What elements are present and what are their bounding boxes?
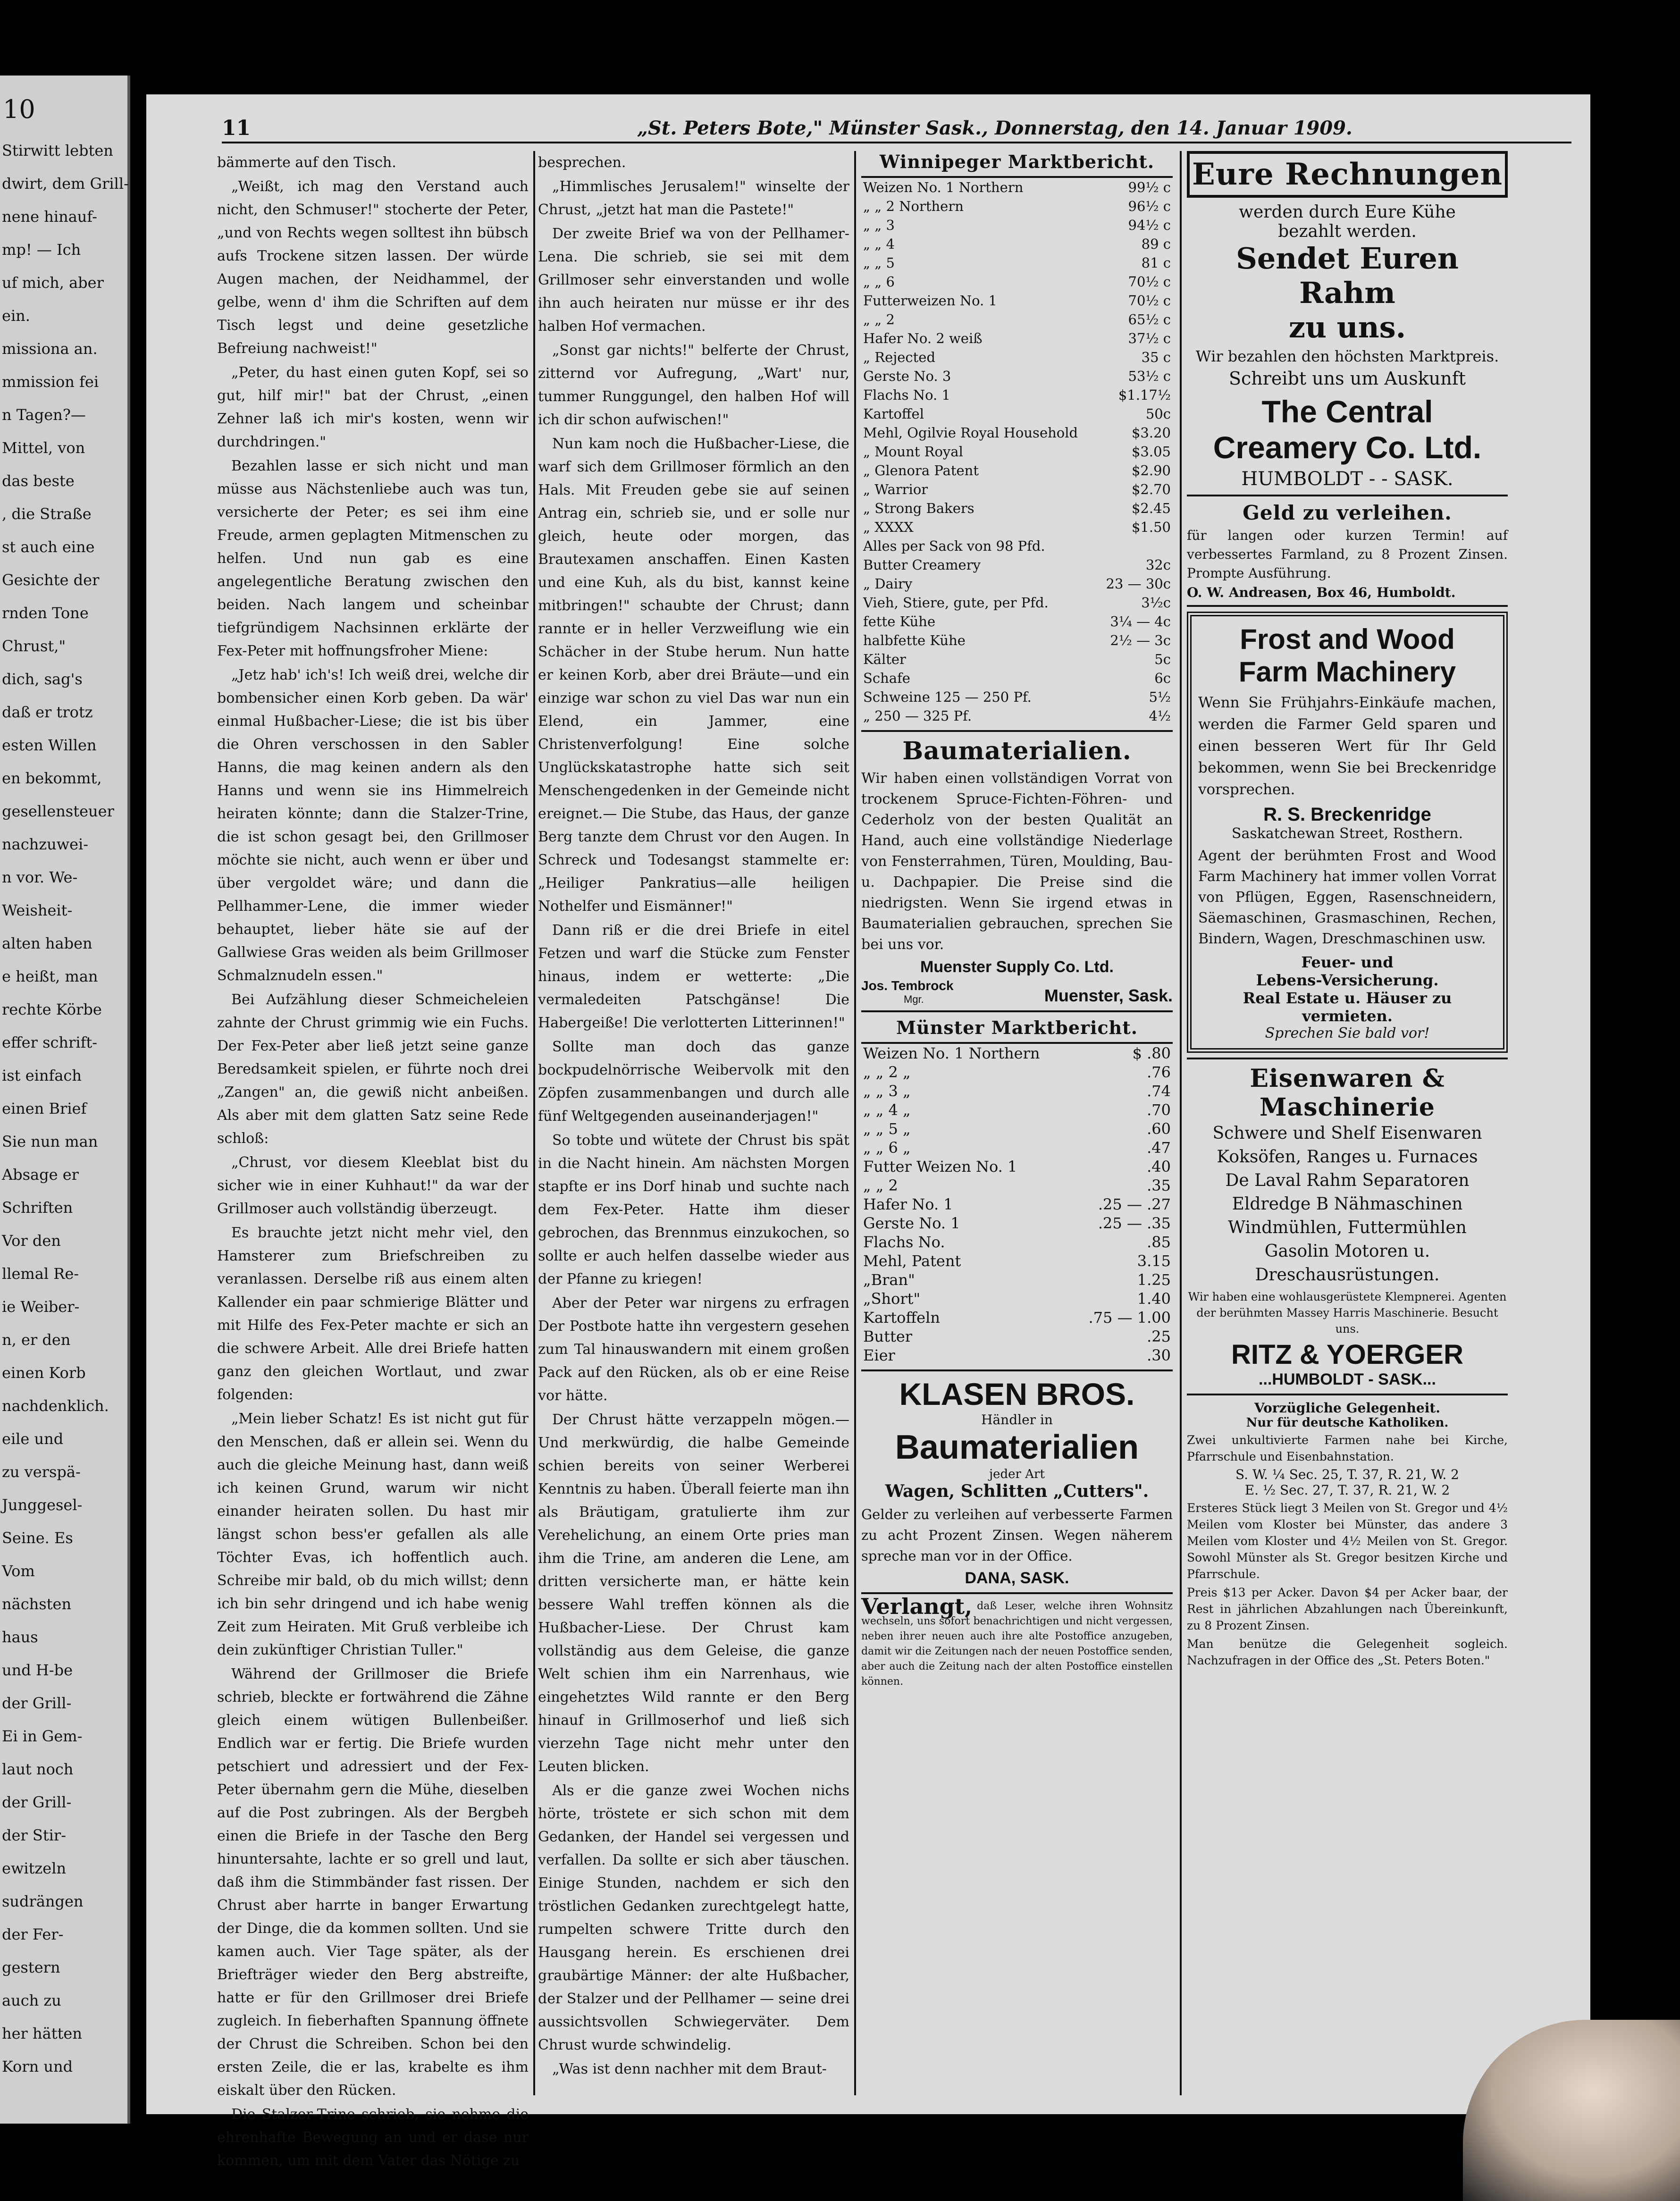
- gelegenheit-title: Vorzügliche Gelegenheit.: [1254, 1400, 1441, 1416]
- market-row: [861, 1157, 1173, 1176]
- previous-page-fragment: Weisheit-: [2, 901, 73, 919]
- frost-title2: Farm Machinery: [1238, 656, 1456, 688]
- creamery-big: Sendet Euren Rahm: [1236, 241, 1459, 310]
- market-price: $2.70: [1131, 481, 1171, 497]
- market-item: Mehl, Ogilvie Royal Household: [863, 425, 1078, 441]
- market-price: $2.45: [1131, 500, 1171, 516]
- market-price: .35: [1147, 1176, 1171, 1194]
- market-row: [861, 216, 1173, 235]
- market-item: Futterweizen No. 1: [863, 293, 997, 309]
- previous-page-fragment: her hätten: [2, 2025, 82, 2042]
- winnipeg-table: [861, 178, 1173, 725]
- story-paragraph: Sollte man doch das ganze bockpudelnörrische Weibervolk mit den Zöpfen zusammenbangen und durch alle fünf Weltgegenden auseinanderjagen!": [538, 1039, 849, 1125]
- ritz-line: Eldredge B Nähmaschinen: [1232, 1194, 1463, 1214]
- market-row: [861, 1119, 1173, 1138]
- newspaper-page: [146, 94, 1590, 2169]
- previous-page-fragment: st auch eine: [2, 538, 95, 556]
- previous-page-fragment: der Stir-: [2, 1826, 67, 1844]
- story-paragraph: besprechen.: [538, 154, 626, 171]
- previous-page-fragment: zu verspä-: [2, 1463, 81, 1481]
- previous-page-fragment: Ei in Gem-: [2, 1727, 83, 1745]
- verlangt-notice: [861, 1594, 1173, 1689]
- market-row: [861, 235, 1173, 253]
- story-paragraph: Die Stalzer-Trine schrieb, sie nehme die ehrenhafte Bewegung an und er dase nur kommen, um mit dem Vater das Nötige zu: [217, 2106, 529, 2169]
- market-price: 3½c: [1141, 595, 1171, 611]
- market-price: 5½: [1149, 689, 1171, 705]
- ritz-company: RITZ & YOERGER: [1231, 1339, 1463, 1370]
- story-paragraph: bämmerte auf den Tisch.: [217, 154, 396, 171]
- previous-page-fragment: Vom: [2, 1562, 35, 1580]
- market-price: 89 c: [1141, 236, 1171, 252]
- story-paragraph: „Weißt, ich mag den Verstand auch nicht, den Schmuser!" stocherte der Peter, „und von Rechts wegen solltest ihn bübsch aufs Trockene sitzen lassen. Der würde Augen machen, der Neidhammel, der gelbe, wenn d' ihm die Schriften auf dem Tisch legst und deine gesetzliche Befreiung nachweist!": [217, 178, 529, 357]
- market-item: Vieh, Stiere, gute, per Pfd.: [863, 595, 1049, 611]
- previous-page-fragment: nächsten: [2, 1595, 72, 1613]
- page-header: [222, 113, 1571, 143]
- story-paragraph: Bezahlen lasse er sich nicht und man müsse aus Nächstenliebe auch was tun, versicherte der Peter; es sei ihm eine Freude, armen geplagten Mitmenschen zu helfen. Und nun gab es eine angelegentliche Beratung zwischen den beiden. Nach langem und scheinbar tiefgründigem Nachsinnen erklärte der Fex-Peter mit hoffnungsfroher Miene:: [217, 458, 529, 659]
- story-paragraph: Nun kam noch die Hußbacher-Liese, die warf sich dem Grillmoser förmlich an den Hals. Mit Freuden gebe sie auf seinen Antrag ein, schrieb sie, und er solle nur gleich, heute oder morgen, das Brautexamen anschaffen. Einen Kasten und eine Kuh, als du bist, kannst keine mitbringen!" schaubte der Chrust; dann rannte er in heller Verzweiflung wie ein Schächer in der Stube herum. Nun hatte er keinen Korb, aber drei Bräute—und ein einzige war schon zu viel Das war nun ein Elend, ein Jammer, eine Christenverfolgung! Eine solche Unglückskatastrophe hatte sich seit Menschengedenken in der Gemeinde nicht ereignet.— Die Stube, das Haus, der ganze Berg tanzte dem Chrust vor den Augen. In Schreck und Todesangst stammelte er: „Heiliger Pankratius—alle heiligen Nothelfer und Eismänner!": [538, 436, 849, 915]
- frost-line2: Lebens-Versicherung.: [1256, 971, 1439, 989]
- market-price: $2.90: [1131, 462, 1171, 479]
- market-row: [861, 499, 1173, 518]
- market-row: [861, 178, 1173, 197]
- market-row: [861, 593, 1173, 612]
- market-item: „ Warrior: [863, 481, 928, 497]
- market-price: 70½ c: [1128, 274, 1171, 290]
- previous-page-fragment: rnden Tone: [2, 604, 89, 622]
- market-item: „Short": [863, 1290, 921, 1308]
- market-item: Schweine 125 — 250 Pf.: [863, 689, 1032, 705]
- market-item: „ „ 5: [863, 255, 895, 271]
- previous-page-fragment: alten haben: [2, 934, 92, 952]
- supply-place: Muenster, Sask.: [1044, 986, 1173, 1005]
- market-price: 50c: [1145, 406, 1171, 422]
- creamery-company2: Creamery Co. Ltd.: [1213, 430, 1482, 465]
- market-price: 1.25: [1137, 1271, 1171, 1289]
- market-row: [861, 650, 1173, 669]
- market-item: Butter Creamery: [863, 557, 981, 573]
- baumaterialien-text: Wir haben einen vollständigen Vorrat von trockenem Spruce-Fichten-Föhren- und Cederholz von der besten Qualität an Hand, auch eine vollständige Niederlage von Fensterrahmen, Türen, Moulding, Bau- u. Dachpapier. Die Preise sind die niedrigsten. Wenn Sie irgend etwas in Baumaterialien gebrauchen, sprechen Sie bei uns vor.: [861, 770, 1173, 953]
- gelegenheit-text3: Preis $13 per Acker. Davon $4 per Acker baar, der Rest in jährlichen Abzahlungen nach Übereinkunft, zu 8 Prozent Zinsen.: [1187, 1586, 1508, 1632]
- previous-page-fragment: der Fer-: [2, 1925, 64, 1943]
- previous-page-fragment: n, er den: [2, 1331, 71, 1349]
- market-row: [861, 688, 1173, 706]
- market-price: 23 — 30c: [1106, 576, 1171, 592]
- previous-page-fragment: dwirt, dem Grill-: [2, 175, 129, 193]
- gelegenheit-loc2: E. ½ Sec. 27, T. 37, R. 21, W. 2: [1244, 1482, 1450, 1498]
- previous-page-fragment: und H-be: [2, 1661, 73, 1679]
- previous-page-fragment: n vor. We-: [2, 868, 78, 886]
- market-item: Hafer No. 2 weiß: [863, 330, 983, 346]
- ritz-place: ...HUMBOLDT - SASK...: [1259, 1370, 1436, 1388]
- previous-page-fragment: ewitzeln: [2, 1859, 67, 1877]
- story-paragraph: „Jetz hab' ich's! Ich weiß drei, welche dir bombensicher einen Korb geben. Da wär' einmal Hußbacher-Liese; die ist bis über die Ohren verschossen in den Sabler Hanns, die mag keinen andern als den Hanns und wenn sie ins Himmelreich heiraten könnte; dann die Stalzer-Trine, die ist schon gesagt bei, den Grillmoser möchte sie nicht, auch wenn er über und über vergoldet wäre; und dann die Pellhammer-Lene, die immer wieder behauptet, lieber häte sie auf der Gallwiese Gras weiden als beim Grillmoser Schmalznudeln essen.": [217, 667, 529, 984]
- previous-page-fragment: Schriften: [2, 1199, 73, 1217]
- market-item: Weizen No. 1 Northern: [863, 179, 1024, 195]
- previous-page-fragment: llemal Re-: [2, 1265, 79, 1283]
- klasen-place: DANA, SASK.: [965, 1569, 1069, 1587]
- ritz-line: Schwere und Shelf Eisenwaren: [1212, 1124, 1482, 1143]
- previous-page-fragment: , die Straße: [2, 505, 92, 523]
- market-row: [861, 367, 1173, 386]
- market-price: 32c: [1145, 557, 1171, 573]
- column-rule: [1180, 151, 1182, 2095]
- market-price: 6c: [1154, 670, 1171, 686]
- market-row: [861, 631, 1173, 650]
- previous-page-fragment: eile und: [2, 1430, 64, 1448]
- market-price: 3.15: [1137, 1252, 1171, 1270]
- market-item: „ „ 2: [863, 311, 895, 328]
- previous-page-fragment: Sie nun man: [2, 1133, 98, 1151]
- market-item: „ 250 — 325 Pf.: [863, 708, 972, 724]
- gelegenheit-sub: Nur für deutsche Katholiken.: [1246, 1416, 1449, 1430]
- previous-page-fragment: n Tagen?—: [2, 406, 86, 424]
- frost-line3: Real Estate u. Häuser zu vermieten.: [1243, 989, 1452, 1025]
- story-paragraph: Als er die ganze zwei Wochen nichs hörte, tröstete er sich schon mit dem Gedanken, der Handel sei vergessen und verfallen. Da sollte er sich aber täuschen. Einige Stunden, nachdem er sich den tröstlichen Gedanken zurechtgelegt hatte, rumpelten schwere Tritte durch den Hausgang herein. Es erschienen drei graubärtige Männer: der alte Hußbacher, der Stalzer und der Pellhamer — seine drei aussichtsvollen Schwiegerväter. Dem Chrust wurde schwindelig.: [538, 1782, 849, 2053]
- market-item: „ Strong Bakers: [863, 500, 974, 516]
- market-price: .60: [1147, 1120, 1171, 1138]
- previous-page-fragment: Vor den: [2, 1232, 61, 1250]
- market-row: [861, 669, 1173, 688]
- market-row: [861, 310, 1173, 329]
- creamery-line2: bezahlt werden.: [1278, 222, 1417, 241]
- market-row: [861, 1082, 1173, 1100]
- previous-page-fragment: mmission fei: [2, 373, 99, 391]
- story-column-1: [217, 151, 529, 2169]
- previous-page-fragment: daß er trotz: [2, 703, 93, 721]
- previous-page-fragment: Junggesel-: [2, 1496, 83, 1514]
- market-item: Kälter: [863, 651, 906, 667]
- market-item: Gerste No. 3: [863, 368, 951, 384]
- klasen-line: Wagen, Schlitten „Cutters".: [885, 1481, 1149, 1501]
- previous-page-fragment: der Grill-: [2, 1793, 72, 1811]
- market-price: 99½ c: [1128, 179, 1171, 195]
- story-paragraph: „Was ist denn nachher mit dem Braut-: [552, 2061, 827, 2077]
- frost-line4: Sprechen Sie bald vor!: [1265, 1025, 1430, 1042]
- market-price: .75 — 1.00: [1088, 1309, 1171, 1327]
- previous-page-fragment: der Grill-: [2, 1694, 72, 1712]
- ritz-line: Gasolin Motoren u. Dreschausrüstungen.: [1255, 1242, 1440, 1285]
- previous-page-fragment: uf mich, aber: [2, 274, 104, 292]
- muenster-table: [861, 1044, 1173, 1365]
- previous-page-edge: [0, 76, 130, 2124]
- manager-name: Jos. Tembrock: [861, 978, 954, 993]
- market-row: [861, 442, 1173, 461]
- market-item: Gerste No. 1: [863, 1214, 960, 1232]
- market-item: „ „ 4: [863, 236, 895, 252]
- market-row: [861, 348, 1173, 367]
- market-item: „ „ 4 „: [863, 1101, 911, 1119]
- gelegenheit-text2: Ersteres Stück liegt 3 Meilen von St. Gregor und 4½ Meilen vom Kloster bei Münster, das andere 3 Meilen vom Kloster und 4½ Meilen von St. Gregor. Sowohl Münster als St. Gregor besitzen Kirche und Pfarrschule.: [1187, 1501, 1508, 1581]
- previous-page-fragment: sudrängen: [2, 1892, 84, 1910]
- market-price: .85: [1147, 1233, 1171, 1251]
- creamery-line3: Wir bezahlen den höchsten Marktpreis.: [1195, 347, 1499, 365]
- market-price: .25 — .27: [1098, 1195, 1171, 1213]
- market-item: „ XXXX: [863, 519, 914, 535]
- market-row: [861, 706, 1173, 725]
- story-paragraph: Der Chrust hätte verzappeln mögen.— Und merkwürdig, die halbe Gemeinde schien bereits von seiner Werberei Kenntnis zu haben. Überall feierte man ihn als Bräutigam, gratulierte ihm zur Verehelichung, an einem Orte pries man ihm die Trine, am anderen die Lene, am dritten versicherte man, er hätte kein bessere Wahl treffen können als die Hußbacher-Liese. Der Chrust kam vollständig aus dem Geleise, die ganze Welt schien ihm ein Narrenhaus, wie eingehetztes Wild rannte er den Berg hinauf in Grillmoserhof und ließ sich vierzehn Tage nicht mehr unter den Leuten blicken.: [538, 1411, 849, 1775]
- market-row: [861, 1308, 1173, 1327]
- market-row: [861, 272, 1173, 291]
- previous-page-fragment: ie Weiber-: [2, 1298, 80, 1316]
- market-row: [861, 1063, 1173, 1082]
- market-price: .30: [1147, 1346, 1171, 1364]
- ritz-line: Windmühlen, Futtermühlen: [1228, 1218, 1467, 1237]
- frost-addr: Saskatchewan Street, Rosthern.: [1231, 825, 1463, 842]
- market-price: .25 — .35: [1098, 1214, 1171, 1232]
- manager-title: Mgr.: [904, 993, 924, 1005]
- previous-page-fragment: gesellensteuer: [2, 802, 114, 820]
- story-column-2: [538, 151, 849, 2100]
- previous-page-fragment: Chrust,": [2, 637, 66, 655]
- story-paragraph: Es brauchte jetzt nicht mehr viel, den Hamsterer zum Briefschreiben zu veranlassen. Derselbe riß aus einem alten Kallender ein paar schmierige Blätter und mit Hilfe des Fex-Peter machte er sich an die schwere Arbeit. Alle drei Briefe hatten ganz den gleichen Wortlaut, und zwar folgenden:: [217, 1225, 529, 1403]
- previous-page-fragment: nachdenklich.: [2, 1397, 109, 1415]
- column-rule: [854, 151, 856, 2095]
- market-price: .40: [1147, 1158, 1171, 1176]
- previous-page-fragment: nachzuwei-: [2, 835, 89, 853]
- market-row: [861, 555, 1173, 574]
- market-item: „ „ 2 „: [863, 1063, 911, 1081]
- market-row: [861, 1044, 1173, 1063]
- story-paragraph: Während der Grillmoser die Briefe schrieb, bleckte er fortwährend die Zähne gleich einem wütigen Bullenbeißer. Endlich war er fertig. Die Briefe wurden petschiert und adressiert und der Fex-Peter übernahm gern die Mühe, dieselben auf die Post zubringen. Als der Bergbeh einen die Briefe in der Tasche den Berg hinuntersahte, lachte er so grell und laut, daß ihm die Stimmbänder fast rissen. Der Chrust aber harrte in banger Erwartung der Dinge, die da kommen sollten. Und sie kamen auch. Vier Tage später, als der Briefträger wieder den Berg abstreifte, hatte er für den Grillmoser drei Briefe zugleich. In fieberhaften Spannung öffnete der Chrust die Schreiben. Schon bei den ersten Zeile, die er las, krabelte es ihm eiskalt über den Rücken.: [217, 1666, 529, 2099]
- market-item: Eier: [863, 1346, 895, 1364]
- market-item: Flachs No.: [863, 1233, 945, 1251]
- market-price: 70½ c: [1128, 293, 1171, 309]
- ritz-small: Wir haben eine wohlausgerüstete Klempnerei. Agenten der berühmten Massey Harris Maschinerie. Besucht uns.: [1188, 1290, 1507, 1336]
- previous-page-fragment: das beste: [2, 472, 75, 490]
- story-paragraph: „Chrust, vor diesem Kleeblat bist du sicher wie in einer Kuhhaut!" da war der Grillmoser auch vollständig überzeugt.: [217, 1154, 529, 1217]
- ritz-lines: [1187, 1122, 1508, 1287]
- market-price: 94½ c: [1128, 217, 1171, 233]
- market-item: „ Rejected: [863, 349, 936, 365]
- market-row: [861, 329, 1173, 348]
- klasen-big: Baumaterialien: [895, 1428, 1139, 1466]
- story-paragraph: Aber der Peter war nirgens zu erfragen Der Postbote hatte ihn vergestern gesehen zum Tal hinauswandern mit einem großen Pack auf den Rücken, als ob er eine Reise vor hätte.: [538, 1295, 849, 1404]
- masthead-line: „St. Peters Bote," Münster Sask., Donnerstag, den 14. Januar 1909.: [637, 117, 1352, 139]
- market-row: [861, 1176, 1173, 1195]
- previous-page-fragment: esten Willen: [2, 736, 97, 754]
- story-paragraph: „Mein lieber Schatz! Es ist nicht gut für den Menschen, daß er allein sei. Wenn du auch die gleiche Meinung hast, dann weiß ich keinen Grund, warum wir nicht einander heiraten sollen. Du hast mir längst schon bess'er gefallen als alle Töchter Evas, ich hoffentlich auch. Schreibe mir bald, ob du mich willst; denn ich bin sehr dringend und ich habe wenig Zeit zum Heiraten. Mit Gruß verbleibe ich dein zukünftiger Christian Tuller.": [217, 1411, 529, 1658]
- muenster-title: Münster Marktbericht.: [861, 1017, 1173, 1044]
- market-item: „ „ 2 Northern: [863, 198, 964, 214]
- market-item: Schafe: [863, 670, 910, 686]
- market-item: Butter: [863, 1327, 913, 1345]
- market-row: [861, 404, 1173, 423]
- market-price: $1.50: [1131, 519, 1171, 535]
- market-row: [861, 1195, 1173, 1214]
- verlangt-word: Verlangt,: [861, 1594, 973, 1619]
- story-paragraph: Bei Aufzählung dieser Schmeicheleien zahnte der Chrust grimmig wie ein Fuchs. Der Fex-Peter aber ließ jetzt seine ganze Beredsamkeit spielen, er führte noch drei „Zangen" an, die gewiß nicht anbeißen. Als aber mit dem glatten Satz seine Rede schloß:: [217, 991, 529, 1147]
- market-row: [861, 197, 1173, 216]
- market-row: [861, 1233, 1173, 1252]
- market-item: „Bran": [863, 1271, 915, 1289]
- winnipeg-title: Winnipeger Marktbericht.: [861, 151, 1173, 178]
- market-price: [1098, 537, 1173, 555]
- previous-page-number: 10: [3, 94, 35, 124]
- market-item: Kartoffeln: [863, 1309, 940, 1327]
- gelegenheit-text1: Zwei unkultivierte Farmen nahe bei Kirche, Pfarrschule und Eisenbahnstation.: [1187, 1433, 1508, 1463]
- creamery-title: Eure Rechnungen: [1187, 151, 1508, 198]
- klasen-text: Gelder zu verleihen auf verbesserte Farmen zu acht Prozent Zinsen. Wegen näherem spreche man vor in der Office.: [861, 1506, 1173, 1564]
- market-item: Weizen No. 1 Northern: [863, 1044, 1040, 1062]
- market-item: halbfette Kühe: [863, 632, 966, 648]
- market-price: 5c: [1154, 651, 1171, 667]
- market-row: [861, 612, 1173, 631]
- previous-page-fragment: einen Brief: [2, 1100, 87, 1117]
- market-item: Flachs No. 1: [863, 387, 950, 403]
- previous-page-fragment: ist einfach: [2, 1067, 82, 1084]
- previous-page-fragment: effer schrift-: [2, 1033, 98, 1051]
- previous-page-fragment: nene hinauf-: [2, 208, 97, 226]
- frost-wood-ad: [1187, 612, 1508, 1053]
- market-item: „ Glenora Patent: [863, 462, 979, 479]
- market-row: [861, 461, 1173, 480]
- market-price: .74: [1147, 1082, 1171, 1100]
- ritz-line: De Laval Rahm Separatoren: [1225, 1171, 1470, 1190]
- market-price: 96½ c: [1128, 198, 1171, 214]
- baumaterialien-title: Baumaterialien.: [902, 737, 1132, 765]
- previous-page-fragment: e heißt, man: [2, 967, 98, 985]
- previous-page-fragment: Mittel, von: [2, 439, 85, 457]
- story-paragraph: Der zweite Brief wa von der Pellhamer-Lena. Die schrieb, sie sei mit dem Grillmoser sehr einverstanden und wolle ihn auch heiraten nur müsse er ihr des halben Hof vermachen.: [538, 226, 849, 335]
- market-item: „ „ 2: [863, 1176, 898, 1194]
- market-price: 3¼ — 4c: [1110, 613, 1171, 630]
- market-item: „ „ 3: [863, 217, 895, 233]
- ritz-line: Koksöfen, Ranges u. Furnaces: [1217, 1147, 1478, 1167]
- frost-text2: Agent der berühmten Frost and Wood Farm Machinery hat immer vollen Vorrat von Pflügen, Eggen, Rasenschneidern, Säemaschinen, Grasmaschinen, Rechen, Bindern, Wagen, Dreschmaschinen usw.: [1198, 848, 1496, 947]
- creamery-company1: The Central: [1261, 394, 1433, 429]
- gelegenheit-loc1: S. W. ¼ Sec. 25, T. 37, R. 21, W. 2: [1235, 1467, 1459, 1482]
- market-row: [861, 1138, 1173, 1157]
- verlangt-text: daß Leser, welche ihren Wohnsitz wechseln, uns sofort benachrichtigen und nicht vergessen, neben ihrer neuen auch ihre alte Postoffice anzugeben, damit wir die Zeitungen nach der neuen Postoffice senden, aber auch die Zeitung nach der alten Postoffice einstellen können.: [861, 1600, 1173, 1688]
- market-row: [861, 574, 1173, 593]
- page-number: 11: [222, 116, 251, 140]
- previous-page-fragment: rechte Körbe: [2, 1000, 102, 1018]
- ads-column: [1187, 151, 1508, 1671]
- market-price: 53½ c: [1128, 368, 1171, 384]
- market-item: Kartoffel: [863, 406, 924, 422]
- market-price: .47: [1147, 1139, 1171, 1157]
- klasen-sub: Händler in: [981, 1412, 1053, 1428]
- story-paragraph: „Himmlisches Jerusalem!" winselte der Chrust, „jetzt hat man die Pastete!": [538, 178, 849, 218]
- market-price: .76: [1147, 1063, 1171, 1081]
- market-item: „ „ 3 „: [863, 1082, 911, 1100]
- market-row: [861, 1289, 1173, 1308]
- market-item: „ Mount Royal: [863, 444, 963, 460]
- market-price: 81 c: [1141, 255, 1171, 271]
- story-paragraph: „Peter, du hast einen guten Kopf, sei so gut, hilf mir!" bat der Chrust, „einen Zehner laß ich mir's kosten, wenn wir durchdringen.": [217, 364, 529, 450]
- klasen-sub2: jeder Art: [989, 1467, 1045, 1481]
- market-item: Futter Weizen No. 1: [863, 1158, 1017, 1176]
- frost-line1: Feuer- und: [1301, 953, 1394, 971]
- market-item: Mehl, Patent: [863, 1252, 961, 1270]
- market-row: [861, 537, 1173, 555]
- market-row: [861, 480, 1173, 499]
- market-price: 4½: [1149, 708, 1171, 724]
- previous-page-fragment: gestern: [2, 1958, 60, 1976]
- previous-page-fragment: auch zu: [2, 1991, 61, 2009]
- supply-company: Muenster Supply Co. Ltd.: [920, 958, 1114, 976]
- market-price: .70: [1147, 1101, 1171, 1119]
- market-item: „ Dairy: [863, 576, 913, 592]
- previous-page-fragment: Gesichte der: [2, 571, 100, 589]
- klasen-name: KLASEN BROS.: [899, 1377, 1135, 1411]
- creamery-line4: Schreibt uns um Auskunft: [1228, 368, 1466, 389]
- previous-page-fragment: Stirwitt lebten: [2, 142, 113, 160]
- market-row: [861, 1252, 1173, 1270]
- geld-title: Geld zu verleihen.: [1243, 501, 1452, 524]
- market-item: „ „ 6: [863, 274, 895, 290]
- market-price: $3.05: [1131, 444, 1171, 460]
- gelegenheit-text4: Man benütze die Gelegenheit sogleich. Nachzufragen in der Office des „St. Peters Boten.": [1187, 1637, 1508, 1667]
- market-item: fette Kühe: [863, 613, 936, 630]
- geld-text: für langen oder kurzen Termin! auf verbessertes Farmland, zu 8 Prozent Zinsen. Prompte Ausführung.: [1187, 528, 1508, 581]
- market-row: [861, 1214, 1173, 1233]
- previous-page-fragment: ein.: [2, 307, 30, 325]
- market-price: $1.17½: [1118, 387, 1171, 403]
- creamery-line1: werden durch Eure Kühe: [1239, 202, 1456, 222]
- creamery-big2: zu uns.: [1288, 310, 1406, 344]
- column-rule: [533, 151, 535, 2095]
- market-row: [861, 518, 1173, 537]
- market-item: Hafer No. 1: [863, 1195, 953, 1213]
- story-paragraph: „Sonst gar nichts!" belferte der Chrust, zitternd vor Aufregung, „Wart' nur, tummer Runggungel, den halben Hof will ich dir schon aufwischen!": [538, 342, 849, 428]
- previous-page-fragment: Korn und: [2, 2058, 73, 2075]
- market-row: [861, 1100, 1173, 1119]
- geld-signer: O. W. Andreasen, Box 46, Humboldt.: [1187, 585, 1456, 600]
- market-row: [861, 291, 1173, 310]
- market-price: 1.40: [1137, 1290, 1171, 1308]
- market-price: 35 c: [1141, 349, 1171, 365]
- previous-page-fragment: Seine. Es: [2, 1529, 73, 1547]
- market-row: [861, 1346, 1173, 1365]
- frost-text1: Wenn Sie Frühjahrs-Einkäufe machen, werden die Farmer Geld sparen und einen besseren Wert für Ihr Geld bekommen, wenn Sie bei Breckenridge vorsprechen.: [1198, 694, 1496, 798]
- previous-page-fragment: Absage er: [2, 1166, 79, 1184]
- previous-page-fragment: en bekommt,: [2, 769, 102, 787]
- market-row: [861, 386, 1173, 404]
- market-row: [861, 1327, 1173, 1346]
- market-price: .25: [1147, 1327, 1171, 1345]
- market-column: [861, 151, 1173, 1689]
- story-paragraph: So tobte und wütete der Chrust bis spät in die Nacht hinein. Am nächsten Morgen stapfte er ins Dorf hinab und suchte nach dem Fex-Peter. Hatte ihm dieser gebrochen, das Brennmus einzukochen, so sollte er auch helfen dasselbe wieder aus der Pfanne zu kriegen!: [538, 1132, 849, 1287]
- market-row: [861, 423, 1173, 442]
- previous-page-fragment: haus: [2, 1628, 38, 1646]
- market-item: „ „ 5 „: [863, 1120, 911, 1138]
- market-price: 65½ c: [1128, 311, 1171, 328]
- market-item: „ „ 6 „: [863, 1139, 911, 1157]
- frost-name: R. S. Breckenridge: [1263, 804, 1431, 825]
- previous-page-fragment: laut noch: [2, 1760, 74, 1778]
- ritz-title: Eisenwaren & Maschinerie: [1250, 1064, 1445, 1122]
- previous-page-fragment: dich, sag's: [2, 670, 83, 688]
- creamery-place: HUMBOLDT - - SASK.: [1241, 468, 1453, 490]
- market-row: [861, 1270, 1173, 1289]
- market-price: 2½ — 3c: [1110, 632, 1171, 648]
- frost-title1: Frost and Wood: [1240, 623, 1455, 655]
- market-price: 37½ c: [1128, 330, 1171, 346]
- previous-page-fragment: mp! — Ich: [2, 241, 81, 259]
- previous-page-fragment: missiona an.: [2, 340, 98, 358]
- market-price: $3.20: [1131, 425, 1171, 441]
- previous-page-fragment: einen Korb: [2, 1364, 86, 1382]
- market-price: $ .80: [1132, 1044, 1171, 1062]
- market-row: [861, 253, 1173, 272]
- story-paragraph: Dann riß er die drei Briefe in eitel Fetzen und warf die Stücke zum Fenster hinaus, indem er wetterte: „Die vermaledeiten Patschgänse! Die Habergeiße! Die verlotterten Litterinnen!": [538, 922, 849, 1031]
- market-item: Alles per Sack von 98 Pfd.: [863, 538, 1045, 554]
